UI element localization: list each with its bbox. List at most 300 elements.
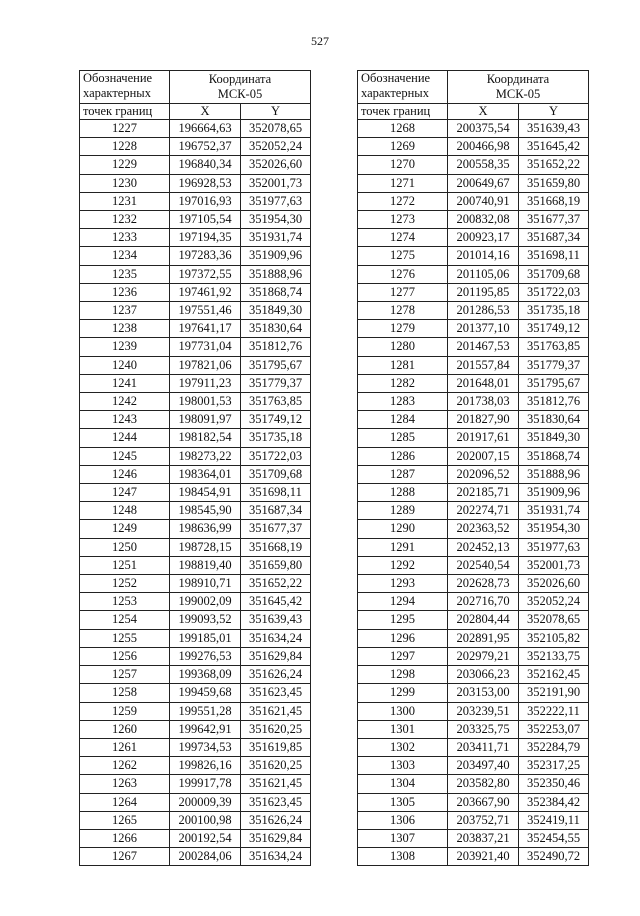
- table-row: [358, 265, 589, 283]
- point-id: 1233: [80, 229, 170, 247]
- coord-x: 200649,67: [448, 174, 519, 192]
- table-row: [80, 447, 311, 465]
- coord-y: 351626,24: [241, 666, 311, 684]
- coord-x: 203239,51: [448, 702, 519, 720]
- coord-x: 197372,55: [170, 265, 241, 283]
- coord-x: 200740,91: [448, 192, 519, 210]
- point-id: 1243: [80, 411, 170, 429]
- point-id: 1232: [80, 211, 170, 229]
- point-id: 1240: [80, 356, 170, 374]
- coord-y: 351977,63: [241, 192, 311, 210]
- coord-x: 201648,01: [448, 374, 519, 392]
- point-id: 1281: [358, 356, 448, 374]
- point-id: 1306: [358, 811, 448, 829]
- table-row: [358, 738, 589, 756]
- table-row: [358, 229, 589, 247]
- coord-y: 351668,19: [519, 192, 589, 210]
- point-id: 1286: [358, 447, 448, 465]
- table-row: [358, 192, 589, 210]
- coord-y: 351687,34: [241, 502, 311, 520]
- coord-y: 352052,24: [519, 593, 589, 611]
- point-id: 1241: [80, 374, 170, 392]
- point-id: 1285: [358, 429, 448, 447]
- point-id: 1266: [80, 829, 170, 847]
- table-row: [80, 484, 311, 502]
- coord-y: 351954,30: [519, 520, 589, 538]
- table-row: [80, 156, 311, 174]
- coord-y: 351779,37: [241, 374, 311, 392]
- table-row: [358, 465, 589, 483]
- coord-y: 352384,42: [519, 793, 589, 811]
- point-id: 1237: [80, 302, 170, 320]
- point-id: 1290: [358, 520, 448, 538]
- table-row: [80, 647, 311, 665]
- coord-x: 197105,54: [170, 211, 241, 229]
- coord-x: 200832,08: [448, 211, 519, 229]
- coord-x: 200009,39: [170, 793, 241, 811]
- table-row: [80, 811, 311, 829]
- table-row: [80, 666, 311, 684]
- coord-y: 352133,75: [519, 647, 589, 665]
- coord-x: 202185,71: [448, 484, 519, 502]
- table-row: [358, 120, 589, 138]
- header-coord-line: МСК-05: [495, 87, 541, 101]
- table-row: [80, 556, 311, 574]
- table-row: [358, 374, 589, 392]
- table-row: [80, 429, 311, 447]
- coord-y: 352253,07: [519, 720, 589, 738]
- coord-y: 351735,18: [519, 302, 589, 320]
- coord-y: 351698,11: [519, 247, 589, 265]
- table-row: [80, 120, 311, 138]
- table-body-right: [358, 120, 589, 866]
- header-x: X: [170, 104, 241, 120]
- coord-y: 351677,37: [241, 520, 311, 538]
- coord-y: 352222,11: [519, 702, 589, 720]
- coord-y: 352105,82: [519, 629, 589, 647]
- coord-y: 352026,60: [519, 575, 589, 593]
- table-row: [80, 302, 311, 320]
- coord-y: 352454,55: [519, 829, 589, 847]
- coord-y: 352026,60: [241, 156, 311, 174]
- coord-y: 351849,30: [519, 429, 589, 447]
- table-row: [358, 811, 589, 829]
- point-id: 1255: [80, 629, 170, 647]
- point-id: 1238: [80, 320, 170, 338]
- point-id: 1298: [358, 666, 448, 684]
- table-row: [80, 138, 311, 156]
- point-id: 1245: [80, 447, 170, 465]
- table-row: [80, 593, 311, 611]
- coord-y: 351888,96: [241, 265, 311, 283]
- point-id: 1299: [358, 684, 448, 702]
- point-id: 1248: [80, 502, 170, 520]
- coord-y: 351621,45: [241, 775, 311, 793]
- table-row: [358, 447, 589, 465]
- point-id: 1276: [358, 265, 448, 283]
- coord-x: 199002,09: [170, 593, 241, 611]
- point-id: 1272: [358, 192, 448, 210]
- coord-x: 199642,91: [170, 720, 241, 738]
- point-id: 1262: [80, 757, 170, 775]
- coord-y: 352162,45: [519, 666, 589, 684]
- point-id: 1230: [80, 174, 170, 192]
- coord-y: 352317,25: [519, 757, 589, 775]
- coord-x: 198910,71: [170, 575, 241, 593]
- coord-y: 351909,96: [519, 484, 589, 502]
- point-id: 1246: [80, 465, 170, 483]
- point-id: 1278: [358, 302, 448, 320]
- table-row: [358, 829, 589, 847]
- coord-y: 351621,45: [241, 702, 311, 720]
- table-row: [80, 229, 311, 247]
- coord-y: 351830,64: [519, 411, 589, 429]
- coord-x: 199459,68: [170, 684, 241, 702]
- coord-y: 351763,85: [241, 393, 311, 411]
- coord-x: 197194,35: [170, 229, 241, 247]
- point-id: 1263: [80, 775, 170, 793]
- header-label-line: Обозначение: [83, 71, 153, 85]
- coord-y: 351849,30: [241, 302, 311, 320]
- point-id: 1280: [358, 338, 448, 356]
- table-row: [80, 247, 311, 265]
- header-point-label: [80, 71, 170, 104]
- coord-x: 201467,53: [448, 338, 519, 356]
- table-row: [358, 429, 589, 447]
- coord-y: 351830,64: [241, 320, 311, 338]
- table-row: [80, 848, 311, 866]
- point-id: 1305: [358, 793, 448, 811]
- coord-x: 202007,15: [448, 447, 519, 465]
- table-row: [80, 775, 311, 793]
- point-id: 1282: [358, 374, 448, 392]
- point-id: 1249: [80, 520, 170, 538]
- table-row: [80, 393, 311, 411]
- point-id: 1275: [358, 247, 448, 265]
- coord-x: 197821,06: [170, 356, 241, 374]
- coord-y: 351812,76: [519, 393, 589, 411]
- table-row: [80, 520, 311, 538]
- coord-y: 351687,34: [519, 229, 589, 247]
- header-x: X: [448, 104, 519, 120]
- point-id: 1291: [358, 538, 448, 556]
- coord-x: 198454,91: [170, 484, 241, 502]
- table-row: [358, 520, 589, 538]
- point-id: 1236: [80, 283, 170, 301]
- header-label-line: характерных: [83, 86, 151, 100]
- point-id: 1268: [358, 120, 448, 138]
- coord-y: 351868,74: [519, 447, 589, 465]
- table-row: [80, 320, 311, 338]
- point-id: 1273: [358, 211, 448, 229]
- header-coord-line: МСК-05: [217, 87, 263, 101]
- point-id: 1271: [358, 174, 448, 192]
- table-row: [80, 629, 311, 647]
- coord-x: 197016,93: [170, 192, 241, 210]
- coord-x: 200466,98: [448, 138, 519, 156]
- table-row: [358, 629, 589, 647]
- coord-y: 352001,73: [241, 174, 311, 192]
- table-row: [80, 738, 311, 756]
- coord-x: 202804,44: [448, 611, 519, 629]
- coord-x: 201195,85: [448, 283, 519, 301]
- coord-y: 351868,74: [241, 283, 311, 301]
- coord-y: 351626,24: [241, 811, 311, 829]
- header-coord-line: Координата: [208, 72, 272, 86]
- coord-x: 197731,04: [170, 338, 241, 356]
- point-id: 1297: [358, 647, 448, 665]
- point-id: 1250: [80, 538, 170, 556]
- coord-y: 351795,67: [241, 356, 311, 374]
- point-id: 1279: [358, 320, 448, 338]
- coord-y: 351634,24: [241, 629, 311, 647]
- table-row: [358, 302, 589, 320]
- point-id: 1235: [80, 265, 170, 283]
- coord-y: 351620,25: [241, 757, 311, 775]
- coord-x: 197911,23: [170, 374, 241, 392]
- point-id: 1227: [80, 120, 170, 138]
- point-id: 1295: [358, 611, 448, 629]
- table-row: [358, 338, 589, 356]
- header-y: Y: [241, 104, 311, 120]
- point-id: 1301: [358, 720, 448, 738]
- coord-x: 196664,63: [170, 120, 241, 138]
- coord-x: 202979,21: [448, 647, 519, 665]
- coord-x: 201557,84: [448, 356, 519, 374]
- table-row: [80, 702, 311, 720]
- coord-x: 202628,73: [448, 575, 519, 593]
- coord-y: 351749,12: [519, 320, 589, 338]
- point-id: 1265: [80, 811, 170, 829]
- coord-x: 202274,71: [448, 502, 519, 520]
- coord-y: 351795,67: [519, 374, 589, 392]
- coord-x: 198182,54: [170, 429, 241, 447]
- coord-y: 351709,68: [241, 465, 311, 483]
- coord-x: 199826,16: [170, 757, 241, 775]
- coord-y: 352078,65: [241, 120, 311, 138]
- point-id: 1274: [358, 229, 448, 247]
- header-label-line: Обозначение: [361, 71, 431, 85]
- coord-x: 198364,01: [170, 465, 241, 483]
- table-row: [80, 684, 311, 702]
- table-row: [358, 174, 589, 192]
- table-row: [358, 593, 589, 611]
- table-row: [358, 356, 589, 374]
- coord-y: 351639,43: [519, 120, 589, 138]
- coord-y: 351931,74: [241, 229, 311, 247]
- coord-x: 198636,99: [170, 520, 241, 538]
- point-id: 1294: [358, 593, 448, 611]
- coord-y: 351977,63: [519, 538, 589, 556]
- coord-x: 200558,35: [448, 156, 519, 174]
- point-id: 1277: [358, 283, 448, 301]
- coord-x: 203411,71: [448, 738, 519, 756]
- coord-x: 198001,53: [170, 393, 241, 411]
- coord-x: 196752,37: [170, 138, 241, 156]
- point-id: 1253: [80, 593, 170, 611]
- header-label-line: точек границ: [80, 104, 170, 120]
- table-row: [80, 174, 311, 192]
- table-row: [80, 411, 311, 429]
- header-point-label: [358, 71, 448, 104]
- table-row: [80, 538, 311, 556]
- coord-x: 197551,46: [170, 302, 241, 320]
- coord-y: 351619,85: [241, 738, 311, 756]
- coord-x: 203837,21: [448, 829, 519, 847]
- table-row: [358, 793, 589, 811]
- coord-x: 201286,53: [448, 302, 519, 320]
- coord-x: 199185,01: [170, 629, 241, 647]
- table-row: [80, 611, 311, 629]
- table-row: [358, 611, 589, 629]
- coord-y: 352284,79: [519, 738, 589, 756]
- coord-x: 201917,61: [448, 429, 519, 447]
- point-id: 1308: [358, 848, 448, 866]
- coord-y: 351779,37: [519, 356, 589, 374]
- table-row: [358, 666, 589, 684]
- coord-y: 351629,84: [241, 647, 311, 665]
- coord-x: 198545,90: [170, 502, 241, 520]
- coord-x: 200375,54: [448, 120, 519, 138]
- point-id: 1242: [80, 393, 170, 411]
- table-row: [358, 848, 589, 866]
- point-id: 1304: [358, 775, 448, 793]
- point-id: 1251: [80, 556, 170, 574]
- coord-x: 200192,54: [170, 829, 241, 847]
- point-id: 1296: [358, 629, 448, 647]
- header-label-line: характерных: [361, 86, 429, 100]
- table-row: [358, 247, 589, 265]
- table-body-left: [80, 120, 311, 866]
- coord-y: 352350,46: [519, 775, 589, 793]
- coord-x: 199368,09: [170, 666, 241, 684]
- coord-x: 203582,80: [448, 775, 519, 793]
- coord-y: 351888,96: [519, 465, 589, 483]
- coord-y: 351623,45: [241, 793, 311, 811]
- table-row: [80, 338, 311, 356]
- coord-y: 351749,12: [241, 411, 311, 429]
- coord-y: 351645,42: [241, 593, 311, 611]
- coord-y: 352078,65: [519, 611, 589, 629]
- coord-x: 196928,53: [170, 174, 241, 192]
- page-number: 527: [311, 34, 329, 48]
- table-row: [358, 538, 589, 556]
- table-row: [80, 192, 311, 210]
- coord-y: 351709,68: [519, 265, 589, 283]
- table-row: [358, 647, 589, 665]
- point-id: 1300: [358, 702, 448, 720]
- table-row: [358, 757, 589, 775]
- table-row: [358, 684, 589, 702]
- point-id: 1270: [358, 156, 448, 174]
- coord-x: 197641,17: [170, 320, 241, 338]
- coord-x: 202540,54: [448, 556, 519, 574]
- coord-y: 352419,11: [519, 811, 589, 829]
- coord-x: 203921,40: [448, 848, 519, 866]
- table-row: [80, 575, 311, 593]
- header-coordinate: [170, 71, 311, 104]
- point-id: 1264: [80, 793, 170, 811]
- point-id: 1234: [80, 247, 170, 265]
- coord-y: 351620,25: [241, 720, 311, 738]
- coord-y: 351652,22: [241, 575, 311, 593]
- table-row: [358, 283, 589, 301]
- coord-y: 351639,43: [241, 611, 311, 629]
- point-id: 1258: [80, 684, 170, 702]
- table-row: [80, 720, 311, 738]
- table-row: [358, 411, 589, 429]
- coord-x: 200100,98: [170, 811, 241, 829]
- header-coordinate: [448, 71, 589, 104]
- header-coord-line: Координата: [486, 72, 550, 86]
- coord-y: 351629,84: [241, 829, 311, 847]
- point-id: 1261: [80, 738, 170, 756]
- coord-y: 352001,73: [519, 556, 589, 574]
- table-row: [80, 265, 311, 283]
- coord-y: 351698,11: [241, 484, 311, 502]
- coord-x: 202452,13: [448, 538, 519, 556]
- coord-y: 352052,24: [241, 138, 311, 156]
- coord-y: 351812,76: [241, 338, 311, 356]
- table-row: [358, 502, 589, 520]
- point-id: 1257: [80, 666, 170, 684]
- table-row: [80, 793, 311, 811]
- point-id: 1254: [80, 611, 170, 629]
- point-id: 1293: [358, 575, 448, 593]
- coord-y: 351763,85: [519, 338, 589, 356]
- point-id: 1260: [80, 720, 170, 738]
- point-id: 1289: [358, 502, 448, 520]
- point-id: 1247: [80, 484, 170, 502]
- table-row: [80, 829, 311, 847]
- coord-x: 199917,78: [170, 775, 241, 793]
- table-row: [358, 702, 589, 720]
- coord-y: 351722,03: [519, 283, 589, 301]
- coord-y: 351659,80: [241, 556, 311, 574]
- coord-y: 351931,74: [519, 502, 589, 520]
- coord-x: 201014,16: [448, 247, 519, 265]
- coord-x: 197461,92: [170, 283, 241, 301]
- coord-x: 199734,53: [170, 738, 241, 756]
- coord-x: 201738,03: [448, 393, 519, 411]
- coord-x: 199551,28: [170, 702, 241, 720]
- coord-y: 351735,18: [241, 429, 311, 447]
- coord-x: 203752,71: [448, 811, 519, 829]
- coord-x: 202891,95: [448, 629, 519, 647]
- table-row: [358, 720, 589, 738]
- coord-x: 201377,10: [448, 320, 519, 338]
- coord-x: 203325,75: [448, 720, 519, 738]
- coord-y: 351668,19: [241, 538, 311, 556]
- coord-x: 198091,97: [170, 411, 241, 429]
- table-row: [80, 356, 311, 374]
- coord-y: 352490,72: [519, 848, 589, 866]
- table-row: [358, 393, 589, 411]
- point-id: 1256: [80, 647, 170, 665]
- table-row: [358, 138, 589, 156]
- coord-x: 203066,23: [448, 666, 519, 684]
- coord-x: 200284,06: [170, 848, 241, 866]
- table-row: [358, 556, 589, 574]
- point-id: 1292: [358, 556, 448, 574]
- coord-y: 351623,45: [241, 684, 311, 702]
- table-row: [80, 465, 311, 483]
- point-id: 1267: [80, 848, 170, 866]
- coord-x: 203497,40: [448, 757, 519, 775]
- coord-x: 201105,06: [448, 265, 519, 283]
- point-id: 1244: [80, 429, 170, 447]
- coord-y: 351954,30: [241, 211, 311, 229]
